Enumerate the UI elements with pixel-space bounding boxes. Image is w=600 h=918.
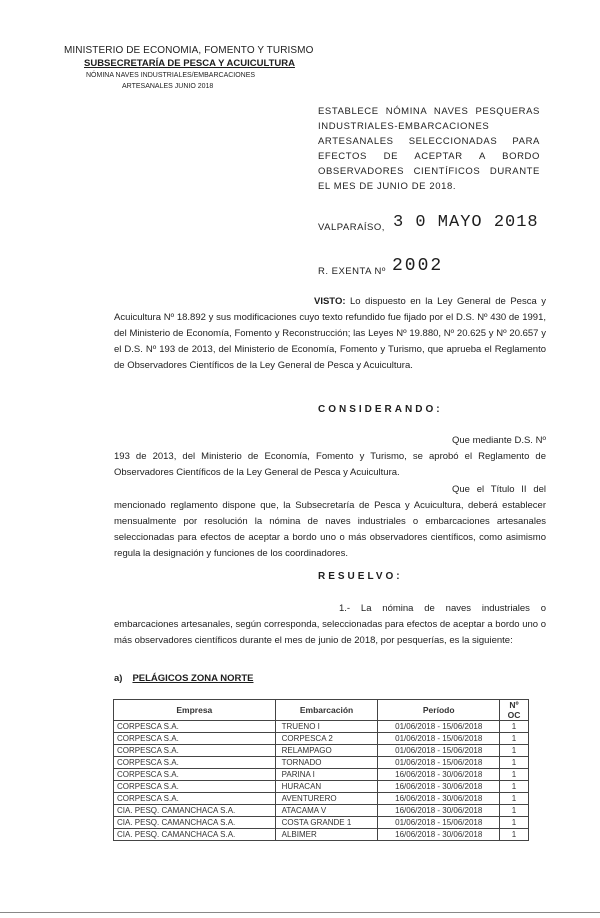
cell-periodo: 01/06/2018 - 15/06/2018 [378, 745, 500, 757]
cell-periodo: 16/06/2018 - 30/06/2018 [378, 793, 500, 805]
cell-empresa: CORPESCA S.A. [114, 745, 276, 757]
cell-periodo: 01/06/2018 - 15/06/2018 [378, 733, 500, 745]
letterhead [64, 44, 314, 92]
cell-empresa: CIA. PESQ. CAMANCHACA S.A. [114, 805, 276, 817]
cell-embarcacion: TORNADO [275, 757, 378, 769]
place-label: VALPARAÍSO, [318, 222, 385, 233]
cell-empresa: CORPESCA S.A. [114, 721, 276, 733]
cell-oc: 1 [500, 745, 529, 757]
header-empresa: Empresa [114, 700, 276, 721]
section-title: PELÁGICOS ZONA NORTE [132, 673, 254, 684]
cell-empresa: CORPESCA S.A. [114, 757, 276, 769]
header-periodo: Período [378, 700, 500, 721]
cell-embarcacion: ALBIMER [275, 829, 378, 841]
cell-embarcacion: ATACAMA V [275, 805, 378, 817]
considerando-paragraph-1: Que mediante D.S. Nº 193 de 2013, del Ministerio de Economía, Fomento y Turismo, se aprobó el Reglamento de Observadores Científicos de la Ley General de Pesca y Acuicultura. [114, 435, 546, 478]
cell-embarcacion: COSTA GRANDE 1 [275, 817, 378, 829]
cell-oc: 1 [500, 733, 529, 745]
table-row [114, 805, 529, 817]
cell-embarcacion: AVENTURERO [275, 793, 378, 805]
reference-line-1: NÓMINA NAVES INDUSTRIALES/EMBARCACIONES [86, 72, 256, 79]
cell-periodo: 01/06/2018 - 15/06/2018 [378, 817, 500, 829]
table-row [114, 733, 529, 745]
cell-empresa: CORPESCA S.A. [114, 733, 276, 745]
subsecretaria-name: SUBSECRETARÍA DE PESCA Y ACUICULTURA [84, 58, 295, 69]
cell-embarcacion: CORPESCA 2 [275, 733, 378, 745]
cell-oc: 1 [500, 805, 529, 817]
reference-line-2: ARTESANALES JUNIO 2018 [122, 83, 214, 90]
visto-paragraph [114, 294, 546, 374]
cell-periodo: 16/06/2018 - 30/06/2018 [378, 781, 500, 793]
header-oc: Nº OC [500, 700, 529, 721]
cell-embarcacion: HURACAN [275, 781, 378, 793]
cell-embarcacion: TRUENO I [275, 721, 378, 733]
table-row [114, 817, 529, 829]
table-row [114, 745, 529, 757]
cell-oc: 1 [500, 829, 529, 841]
cell-empresa: CIA. PESQ. CAMANCHACA S.A. [114, 829, 276, 841]
visto-lead: VISTO: [314, 296, 346, 307]
resolution-label: R. EXENTA Nº [318, 266, 386, 277]
visto-text: Lo dispuesto en la Ley General de Pesca y Acuicultura Nº 18.892 y sus modificaciones cuyo texto refundido fue fijado por el D.S. Nº 430 de 1991, del Ministerio de Economía, Fomento y Reconstrucción; las Leyes Nº 19.880, Nº 20.625 y Nº 20.657 y el D.S. Nº 193 de 2013, del Ministerio de Economía, Fomento y Turismo, que aprueba el Reglamento de Observadores Científicos de la Ley General de Pesca y Acuicultura. [114, 296, 546, 371]
table-row [114, 793, 529, 805]
cell-periodo: 16/06/2018 - 30/06/2018 [378, 829, 500, 841]
cell-empresa: CORPESCA S.A. [114, 793, 276, 805]
table-row [114, 721, 529, 733]
cell-oc: 1 [500, 721, 529, 733]
cell-periodo: 01/06/2018 - 15/06/2018 [378, 757, 500, 769]
cell-oc: 1 [500, 793, 529, 805]
cell-embarcacion: PARINA I [275, 769, 378, 781]
resolution-number: 2002 [392, 256, 444, 276]
table-header-row [114, 700, 529, 721]
section-a-heading [114, 673, 254, 684]
cell-oc: 1 [500, 817, 529, 829]
resuelvo-heading: RESUELVO: [318, 571, 403, 582]
cell-oc: 1 [500, 757, 529, 769]
considerando-heading: CONSIDERANDO: [318, 404, 443, 415]
table-row [114, 829, 529, 841]
cell-embarcacion: RELAMPAGO [275, 745, 378, 757]
date-stamp: 3 0 MAYO 2018 [393, 213, 539, 232]
vessel-table [113, 699, 529, 841]
cell-oc: 1 [500, 781, 529, 793]
cell-oc: 1 [500, 769, 529, 781]
table-row [114, 781, 529, 793]
considerando-paragraph-2: Que el Título II del mencionado reglamento dispone que, la Subsecretaría de Pesca y Acuicultura, deberá establecer mensualmente por resolución la nómina de naves industriales o embarcaciones artesanales seleccionadas para efectos de aceptar a bordo uno o más observadores científicos, como asimismo regula la designación y funciones de los coordinadores. [114, 484, 546, 559]
cell-empresa: CORPESCA S.A. [114, 781, 276, 793]
page-bottom-rule [0, 912, 600, 913]
section-letter: a) [114, 673, 123, 684]
table-row [114, 757, 529, 769]
cell-empresa: CORPESCA S.A. [114, 769, 276, 781]
header-embarcacion: Embarcación [275, 700, 378, 721]
cell-periodo: 16/06/2018 - 30/06/2018 [378, 805, 500, 817]
cell-periodo: 01/06/2018 - 15/06/2018 [378, 721, 500, 733]
resuelvo-paragraph-1: 1.- La nómina de naves industriales o embarcaciones artesanales, según corresponda, seleccionadas para efectos de aceptar a bordo uno o más observadores científicos durante el mes de junio de 2018, por pesquerías, es la siguiente: [114, 603, 546, 646]
cell-periodo: 16/06/2018 - 30/06/2018 [378, 769, 500, 781]
ministry-name: MINISTERIO DE ECONOMIA, FOMENTO Y TURISMO [64, 45, 314, 56]
table-row [114, 769, 529, 781]
cell-empresa: CIA. PESQ. CAMANCHACA S.A. [114, 817, 276, 829]
resolution-title: ESTABLECE NÓMINA NAVES PESQUERAS INDUSTRIALES-EMBARCACIONES ARTESANALES SELECCIONADAS PARA EFECTOS DE ACEPTAR A BORDO OBSERVADORES CIENTÍFICOS DURANTE EL MES DE JUNIO DE 2018. [318, 106, 540, 192]
